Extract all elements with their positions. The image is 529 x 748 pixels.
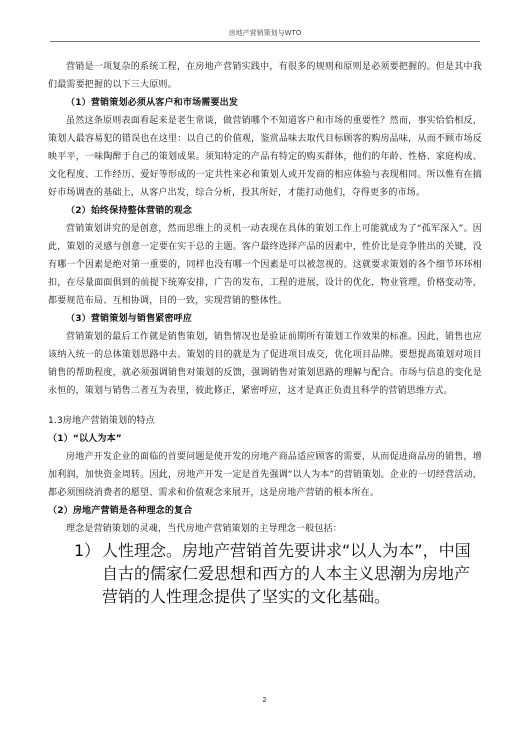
intro-paragraph: 营销是一项复杂的系统工程，在房地产营销实践中，有很多的规则和原则是必须要把握的。但是其中我们最需要把握的以下三大原则。 — [48, 62, 482, 90]
principle-3-heading: （3）营销策划与销售紧密呼应 — [66, 314, 193, 324]
principle-3-text: 营销策划的最后工作就是销售策划，销售情况也是验证前期所有策划工作效果的标准。因此，销售也应该纳入统一的总体策划思路中去。策划的目的就是为了促进项目成交，优化项目品牌。要想提高策划对项目销售的帮助程度，就必须强调销售对策划的反馈，强调销售对策划思路的理解与配合。市场与信息的变化是永恒的，策划与销售二者互为表里，彼此修正，紧密呼应，这才是真正负责且科学的营销思维方式。 — [48, 332, 482, 396]
list-item — [74, 538, 482, 607]
principle-1-heading: （1）营销策划必须从客户和市场需要出发 — [66, 98, 239, 108]
document-body — [48, 58, 482, 607]
feature-1-heading: （1）“以人为本” — [48, 434, 122, 444]
principle-1-text: 虽然这条原则表面看起来是老生常谈，做营销哪个不知道客户和市场的重要性？然而，事实恰恰相反，策划人最容易犯的错误也在这里：以自己的价值观，鉴赏品味去取代目标顾客的购房品味，从而不顾市场反映平平，一味陶醉于自己的策划成果。须知特定的产品有特定的购买群体，他们的年龄、性格、家庭构成、文化程度、工作经历、爱好等形成的一定共性来必和策划人或开发商的相应体验与表现相同。所以惟有在搞好市场调查的基础上，从客户出发，综合分析，投其所好，才能打动他们，夺得更多的市场。 — [48, 116, 482, 198]
list-item-text: 人性理念。房地产营销首先要讲求“以人为本”，中国自古的儒家仁爱思想和西方的人本主义思潮为房地产营销的人性理念提供了坚实的文化基础。 — [102, 541, 471, 606]
list-item-number: 1） — [74, 541, 101, 560]
feature-2-text: 理念是营销策划的灵魂，当代房地产营销策划的主导理念一般包括： — [66, 524, 343, 534]
principle-2-text: 营销策划讲究的是创意，然而思维上的灵机一动表现在具体的策划工作上可能就成为了“孤军深入”。因此，策划的灵感与创意一定要在实干总的主题。客户最终选择产品的因素中，性价比是竞争胜出的关键，没有哪一个因素是绝对第一重要的，同样也没有哪一个因素是可以被忽视的。这就要求策划的各个细节环环相扣，在尽量面面俱到的前提下统筹安排，广告的发布，工程的进展，设计的优化，物业管理，价格变动等，都要规范布局、互相协调，目的一致，实现营销的整体性。 — [48, 224, 482, 306]
page-header: 房地产营销策划与WTO — [50, 28, 480, 42]
page-number: 2 — [262, 696, 267, 704]
section-title: 1.3房地产营销策划的特点 — [48, 416, 155, 426]
principle-2-heading: （2）始终保持整体营销的观念 — [66, 206, 193, 216]
feature-1-text: 房地产开发企业的面临的首要问题是使开发的房地产商品适应顾客的需要，从而促进商品房的销售，增加利润，加快资金周转。因此，房地产开发一定是首先强调“以人为本”的营销策划。企业的一切经营活动，都必须围绕消费者的愿望、需求和价值观念来展开，这是房地产营销的根本所在。 — [48, 452, 482, 498]
feature-2-heading: （2）房地产营销是各种理念的复合 — [48, 506, 193, 516]
